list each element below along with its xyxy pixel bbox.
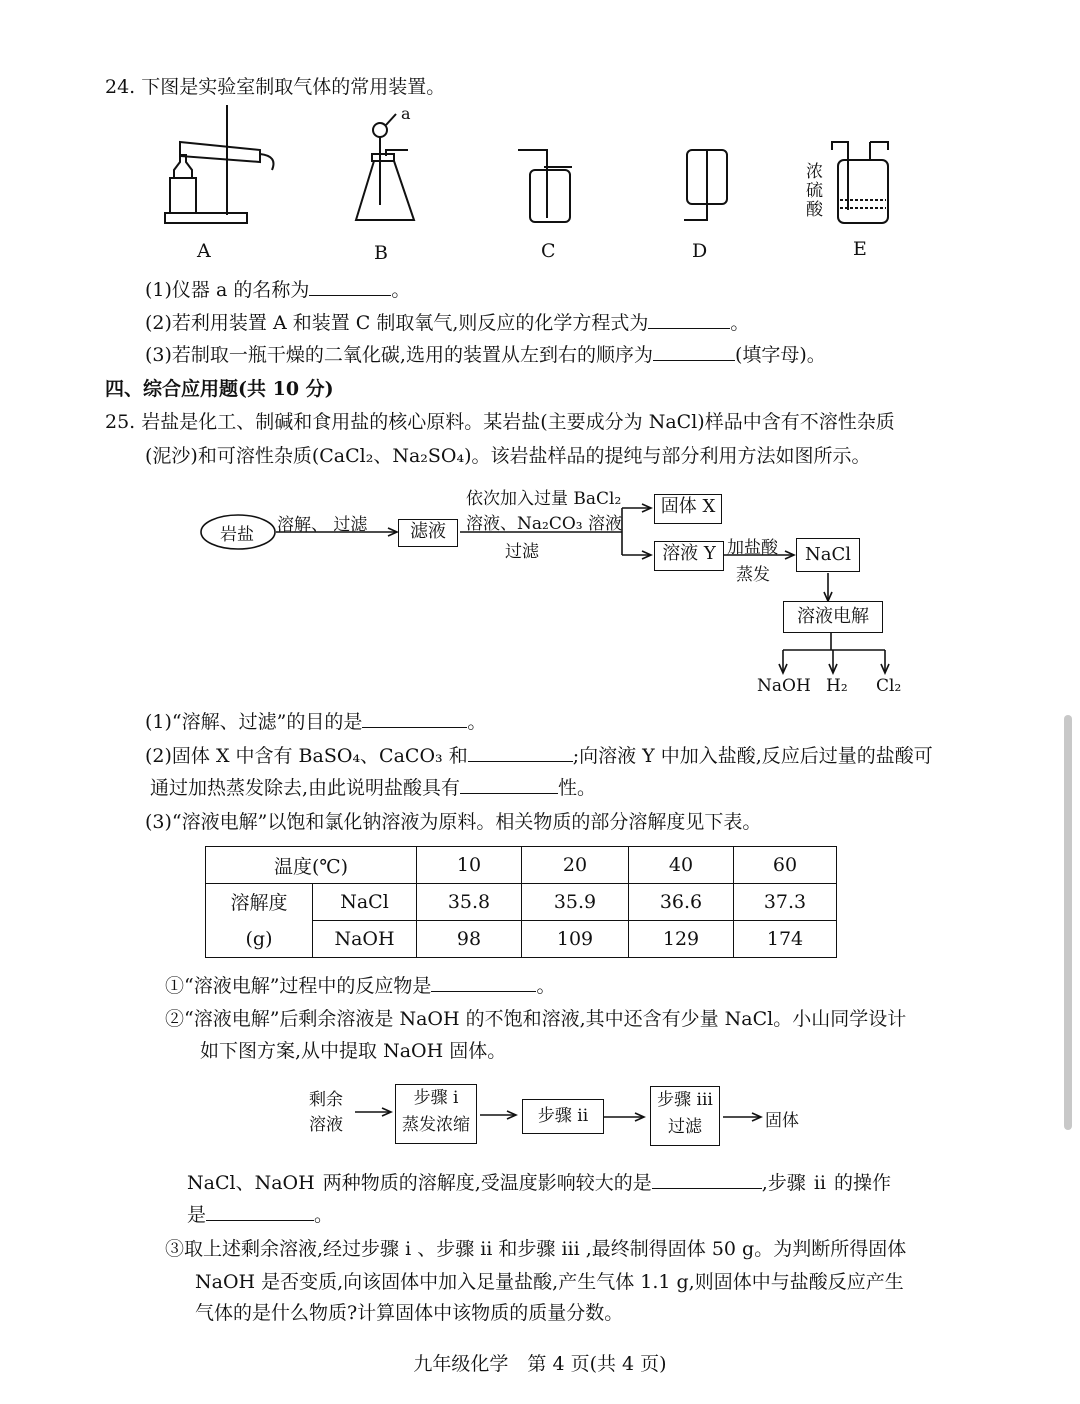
q25-sub-2c xyxy=(187,1170,891,1196)
q24-p2-text: (2)若利用装置 A 和装置 C 制取氧气,则反应的化学方程式为 xyxy=(145,312,649,334)
flow-electrolysis-box xyxy=(783,601,883,633)
flow-solid-x: 固体 X xyxy=(660,496,716,517)
q25-s2d-end: 。 xyxy=(314,1204,334,1226)
table-cell: 36.6 xyxy=(629,884,734,921)
q25-part-3: (3)“溶液电解”以饱和氯化钠溶液为原料。相关物质的部分溶解度见下表。 xyxy=(145,811,762,833)
q25-p2-text: (2)固体 X 中含有 BaSO₄、CaCO₃ 和 xyxy=(145,745,468,767)
q25-p2b-text: 通过加热蒸发除去,由此说明盐酸具有 xyxy=(150,777,461,799)
flow2-step-ii: 步骤 ii xyxy=(537,1106,589,1126)
table-cell: 35.9 xyxy=(522,884,629,921)
q25-p1-text: (1)“溶解、过滤”的目的是 xyxy=(145,711,363,733)
q25-p2-end: ;向溶液 Y 中加入盐酸,反应后过量的盐酸可 xyxy=(572,745,933,767)
apparatus-label-a: A xyxy=(197,240,211,262)
flow2-start xyxy=(309,1088,343,1138)
q25-s2c-text: NaCl、NaOH 两种物质的溶解度,受温度影响较大的是 xyxy=(187,1172,652,1194)
table-header-temp: 温度(℃) xyxy=(206,847,417,884)
answer-blank[interactable] xyxy=(460,775,558,794)
table-cell: 35.8 xyxy=(417,884,522,921)
flow-add-reagents-1: 依次加入过量 BaCl₂ xyxy=(466,489,622,509)
table-solubility-label xyxy=(206,884,313,958)
flow-product-h2: H₂ xyxy=(826,676,848,696)
table-cell: 174 xyxy=(734,921,837,958)
answer-blank[interactable] xyxy=(362,709,467,728)
solubility-unit: (g) xyxy=(245,927,273,950)
flow-dissolve-filter: 溶解、 过滤 xyxy=(277,515,368,535)
flow2-start-line: 溶液 xyxy=(309,1115,343,1135)
q25-part-2b xyxy=(150,775,596,801)
q25-sub-3b: NaOH 是否变质,向该固体中加入足量盐酸,产生气体 1.1 g,则固体中与盐酸反应产生 xyxy=(195,1271,904,1293)
flow-nacl: NaCl xyxy=(804,544,851,565)
flow2-step-i-box xyxy=(395,1084,477,1144)
q24-p1-text: (1)仪器 a 的名称为 xyxy=(145,279,310,301)
flow-solid-x-box xyxy=(654,494,722,524)
flow-add-hcl: 加盐酸 xyxy=(727,538,778,558)
table-header-cell: 20 xyxy=(522,847,629,884)
q25-sub-3a: ③取上述剩余溶液,经过步骤 i 、步骤 ii 和步骤 iii ,最终制得固体 50 g。为判断所得固体 xyxy=(165,1238,907,1260)
q24-p3-end: (填字母)。 xyxy=(734,344,826,366)
q25-p1-end: 。 xyxy=(467,711,487,733)
apparatus-label-b: B xyxy=(374,242,388,264)
apparatus-label-d: D xyxy=(692,240,708,262)
q25-s2d-text: 是 xyxy=(187,1204,207,1226)
q24-p1-end: 。 xyxy=(391,279,411,301)
flow-product-cl2: Cl₂ xyxy=(876,676,902,696)
table-cell: 129 xyxy=(629,921,734,958)
q25-s1-end: 。 xyxy=(536,975,556,997)
table-cell: NaCl xyxy=(313,884,417,921)
table-cell: 109 xyxy=(522,921,629,958)
acid-label-char: 酸 xyxy=(806,200,823,220)
q25-sub-1 xyxy=(165,973,555,999)
flow2-step-iii-box xyxy=(650,1086,720,1146)
answer-blank[interactable] xyxy=(206,1202,314,1221)
flow-product-naoh: NaOH xyxy=(757,676,811,696)
q25-intro-1: 25. 岩盐是化工、制碱和食用盐的核心原料。某岩盐(主要成分为 NaCl)样品中含有不溶性杂质 xyxy=(105,411,895,433)
answer-blank[interactable] xyxy=(431,973,536,992)
flow-evaporate: 蒸发 xyxy=(736,565,770,585)
table-cell: 37.3 xyxy=(734,884,837,921)
flow2-start-line: 剩余 xyxy=(309,1090,343,1110)
flow-solution-y-box xyxy=(654,541,724,571)
answer-blank[interactable] xyxy=(468,743,573,762)
q25-sub-3c: 气体的是什么物质?计算固体中该物质的质量分数。 xyxy=(195,1302,624,1324)
table-header-cell: 10 xyxy=(417,847,522,884)
flow2-step-iii-title: 步骤 iii xyxy=(657,1090,713,1110)
question-24-title: 24. 下图是实验室制取气体的常用装置。 xyxy=(105,76,446,98)
table-header-cell: 60 xyxy=(734,847,837,884)
apparatus-label-e: E xyxy=(853,238,867,260)
acid-label-char: 浓 xyxy=(806,162,823,182)
table-cell: 98 xyxy=(417,921,522,958)
table-row xyxy=(206,884,837,921)
table-header-cell: 40 xyxy=(629,847,734,884)
flow-rock-salt: 岩盐 xyxy=(220,525,254,545)
q24-p2-end: 。 xyxy=(730,312,750,334)
q25-sub-2b: 如下图方案,从中提取 NaOH 固体。 xyxy=(200,1040,507,1062)
q25-s1-text: ①“溶液电解”过程中的反应物是 xyxy=(165,975,432,997)
q25-sub-2a: ②“溶液电解”后剩余溶液是 NaOH 的不饱和溶液,其中还含有少量 NaCl。小山同学设计 xyxy=(165,1008,907,1030)
flow2-step-ii-box xyxy=(522,1099,604,1134)
q25-p2b-end: 性。 xyxy=(558,777,597,799)
flow-electrolysis: 溶液电解 xyxy=(797,606,869,627)
scrollbar[interactable] xyxy=(1064,715,1072,1130)
flow2-step-iii-desc: 过滤 xyxy=(668,1117,702,1137)
q25-sub-2d xyxy=(187,1202,333,1228)
q25-s2c-end: ,步骤 ii 的操作 xyxy=(761,1172,892,1194)
answer-blank[interactable] xyxy=(652,1170,762,1189)
flow-add-reagents-2: 溶液、Na₂CO₃ 溶液 xyxy=(466,514,622,534)
page-footer: 九年级化学 第 4 页(共 4 页) xyxy=(413,1353,667,1375)
section-4-heading: 四、综合应用题(共 10 分) xyxy=(105,378,334,400)
flow2-end: 固体 xyxy=(765,1111,799,1131)
label-a: a xyxy=(401,104,411,123)
table-row xyxy=(206,847,837,884)
flow-filtrate: 滤液 xyxy=(410,521,446,542)
solubility-label: 溶解度 xyxy=(230,891,288,914)
flow2-step-i-desc: 蒸发浓缩 xyxy=(402,1115,470,1135)
apparatus-label-c: C xyxy=(541,240,556,262)
flow-filter: 过滤 xyxy=(505,542,539,562)
table-cell: NaOH xyxy=(313,921,417,958)
flow2-step-i-title: 步骤 i xyxy=(413,1088,459,1108)
flow-nacl-box xyxy=(796,538,860,572)
flow-solution-y: 溶液 Y xyxy=(662,543,716,564)
solubility-table xyxy=(205,846,837,958)
flow-filtrate-box xyxy=(398,519,458,547)
q24-p3-text: (3)若制取一瓶干燥的二氧化碳,选用的装置从左到右的顺序为 xyxy=(145,344,653,366)
q25-part-1 xyxy=(145,709,486,735)
q25-intro-2: (泥沙)和可溶性杂质(CaCl₂、Na₂SO₄)。该岩盐样品的提纯与部分利用方法如图所示。 xyxy=(145,445,871,467)
q25-part-2 xyxy=(145,743,933,769)
acid-label-char: 硫 xyxy=(806,181,823,201)
